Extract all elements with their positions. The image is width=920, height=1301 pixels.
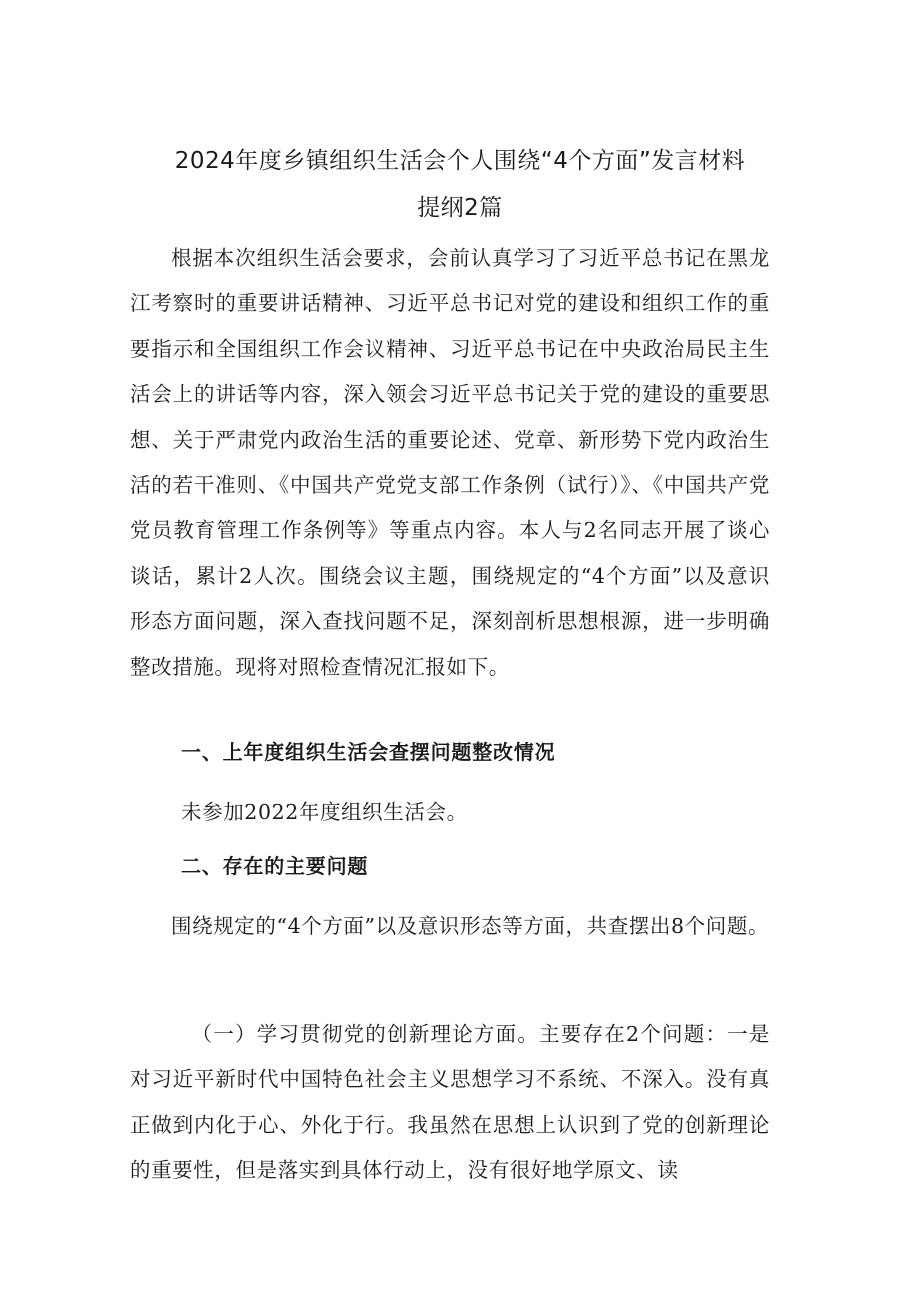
section1-text: 未参加2022年度组织生活会。	[181, 800, 468, 824]
item1-paragraph: （一）学习贯彻党的创新理论方面。主要存在2个问题：一是对习近平新时代中国特色社会主义思想学习不系统、不深入。没有真正做到内化于心、外化于行。我虽然在思想上认识到了党的创新理论的重要性，但是落实到具体行动上，没有很好地学原文、读	[130, 1022, 770, 1183]
section1-heading: 一、上年度组织生活会查摆问题整改情况	[181, 740, 556, 764]
section2-overview-paragraph: 围绕规定的“4个方面”以及意识形态等方面，共查摆出8个问题。	[171, 914, 770, 938]
document-title-line1: 2024年度乡镇组织生活会个人围绕“4个方面”发言材料	[174, 148, 746, 174]
section2-heading: 二、存在的主要问题	[181, 854, 369, 878]
document-title-line2: 提纲2篇	[417, 195, 503, 221]
intro-paragraph: 根据本次组织生活会要求，会前认真学习了习近平总书记在黑龙江考察时的重要讲话精神、习近平总书记对党的建设和组织工作的重要指示和全国组织工作会议精神、习近平总书记在中央政治局民主生活会上的讲话等内容，深入领会习近平总书记关于党的建设的重要思想、关于严肃党内政治生活的重要论述、党章、新形势下党内政治生活的若干准则、《中国共产党党支部工作条例（试行）》、《中国共产党党员教育管理工作条例等》等重点内容。本人与2名同志开展了谈心谈话，累计2人次。围绕会议主题，围绕规定的“4个方面”以及意识形态方面问题，深入查找问题不足，深刻剖析思想根源，进一步明确整改措施。现将对照检查情况汇报如下。	[130, 246, 770, 679]
